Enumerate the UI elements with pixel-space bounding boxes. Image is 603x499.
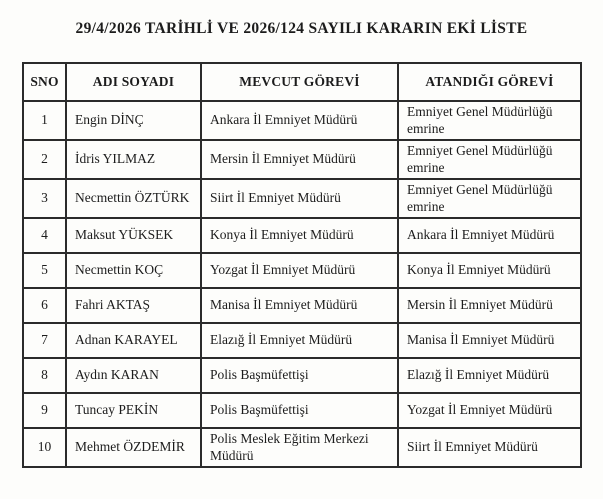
table-row	[23, 393, 581, 428]
cell-name: İdris YILMAZ	[66, 140, 201, 179]
table-row	[23, 140, 581, 179]
cell-current: Polis Başmüfettişi	[201, 358, 398, 393]
table-row	[23, 253, 581, 288]
cell-sno: 4	[23, 218, 66, 253]
cell-sno: 9	[23, 393, 66, 428]
cell-sno: 8	[23, 358, 66, 393]
cell-assigned: Emniyet Genel Müdürlüğü emrine	[398, 101, 581, 140]
cell-assigned: Konya İl Emniyet Müdürü	[398, 253, 581, 288]
cell-sno: 7	[23, 323, 66, 358]
cell-current: Manisa İl Emniyet Müdürü	[201, 288, 398, 323]
table-row	[23, 218, 581, 253]
cell-current: Siirt İl Emniyet Müdürü	[201, 179, 398, 218]
cell-name: Tuncay PEKİN	[66, 393, 201, 428]
table-header	[23, 63, 581, 101]
header-name: ADI SOYADI	[66, 63, 201, 101]
cell-sno: 3	[23, 179, 66, 218]
cell-assigned: Yozgat İl Emniyet Müdürü	[398, 393, 581, 428]
cell-current: Polis Meslek Eğitim Merkezi Müdürü	[201, 428, 398, 467]
cell-sno: 6	[23, 288, 66, 323]
cell-name: Aydın KARAN	[66, 358, 201, 393]
cell-assigned: Mersin İl Emniyet Müdürü	[398, 288, 581, 323]
table-row	[23, 288, 581, 323]
cell-sno: 10	[23, 428, 66, 467]
cell-name: Adnan KARAYEL	[66, 323, 201, 358]
table-row	[23, 428, 581, 467]
cell-name: Mehmet ÖZDEMİR	[66, 428, 201, 467]
table-row	[23, 323, 581, 358]
cell-name: Fahri AKTAŞ	[66, 288, 201, 323]
cell-sno: 5	[23, 253, 66, 288]
cell-assigned: Ankara İl Emniyet Müdürü	[398, 218, 581, 253]
cell-assigned: Manisa İl Emniyet Müdürü	[398, 323, 581, 358]
header-assigned: ATANDIĞI GÖREVİ	[398, 63, 581, 101]
table-row	[23, 358, 581, 393]
page-title: 29/4/2026 TARİHLİ VE 2026/124 SAYILI KARARIN EKİ LİSTE	[75, 20, 528, 37]
cell-assigned: Emniyet Genel Müdürlüğü emrine	[398, 179, 581, 218]
cell-current: Ankara İl Emniyet Müdürü	[201, 101, 398, 140]
header-current: MEVCUT GÖREVİ	[201, 63, 398, 101]
cell-name: Engin DİNÇ	[66, 101, 201, 140]
cell-name: Necmettin ÖZTÜRK	[66, 179, 201, 218]
cell-current: Polis Başmüfettişi	[201, 393, 398, 428]
table-body	[23, 101, 581, 467]
cell-name: Maksut YÜKSEK	[66, 218, 201, 253]
cell-current: Yozgat İl Emniyet Müdürü	[201, 253, 398, 288]
cell-current: Konya İl Emniyet Müdürü	[201, 218, 398, 253]
cell-sno: 2	[23, 140, 66, 179]
table-row	[23, 179, 581, 218]
cell-assigned: Emniyet Genel Müdürlüğü emrine	[398, 140, 581, 179]
header-row	[23, 63, 581, 101]
cell-assigned: Siirt İl Emniyet Müdürü	[398, 428, 581, 467]
cell-sno: 1	[23, 101, 66, 140]
cell-assigned: Elazığ İl Emniyet Müdürü	[398, 358, 581, 393]
table-row	[23, 101, 581, 140]
header-sno: SNO	[23, 63, 66, 101]
cell-name: Necmettin KOÇ	[66, 253, 201, 288]
cell-current: Mersin İl Emniyet Müdürü	[201, 140, 398, 179]
appointments-table	[22, 62, 582, 468]
cell-current: Elazığ İl Emniyet Müdürü	[201, 323, 398, 358]
